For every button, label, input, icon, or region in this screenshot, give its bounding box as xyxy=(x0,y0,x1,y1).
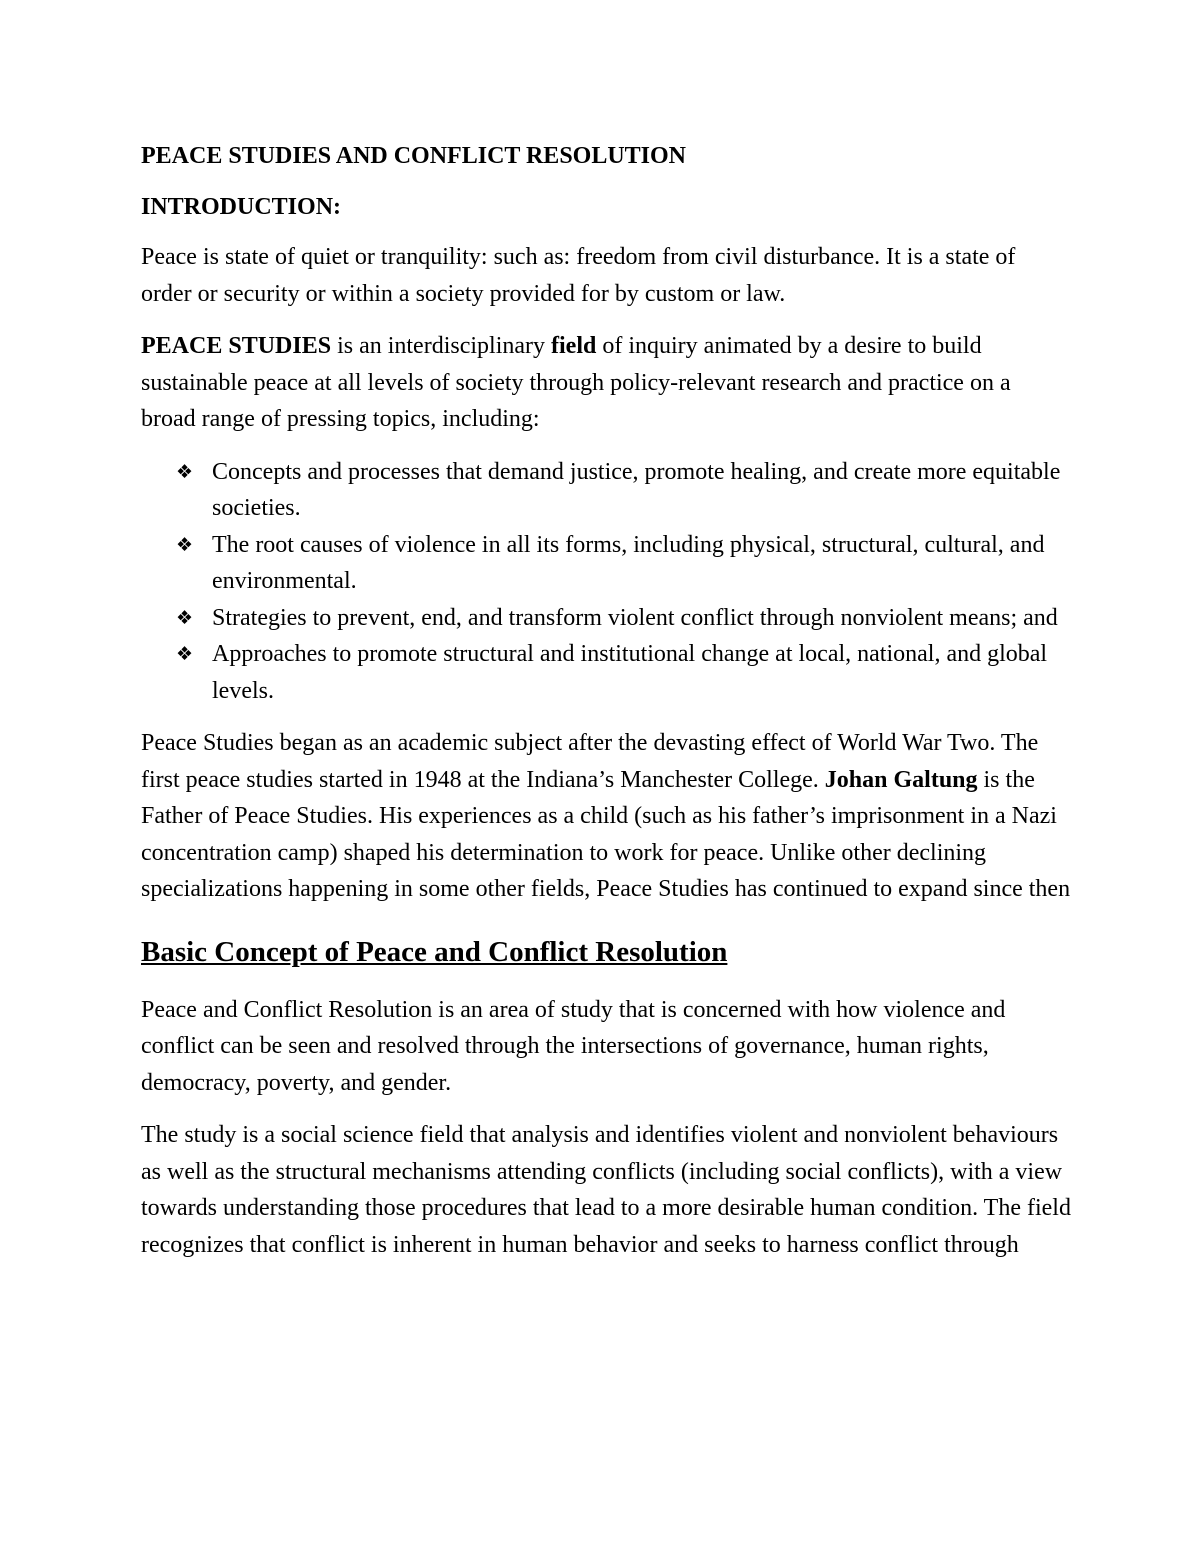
diamond-bullet-icon: ❖ xyxy=(176,533,194,556)
section-heading: Basic Concept of Peace and Conflict Resolution xyxy=(141,935,728,968)
field-term: field xyxy=(551,333,597,359)
paragraph-text: is an interdisciplinary xyxy=(331,333,552,359)
topics-list xyxy=(141,454,1071,710)
list-item-text: The root causes of violence in all its forms, including physical, structural, cultural, and environmental. xyxy=(212,531,1045,594)
paragraph-text: Peace Studies began as an academic subject after the devasting effect of World War Two. The first peace studies started in 1948 at the Indiana’s Manchester College. xyxy=(141,730,1039,793)
diamond-bullet-icon: ❖ xyxy=(176,460,194,483)
paragraph-text: is the Father of Peace Studies. His experiences as a child (such as his father’s imprisonment in a Nazi concentration camp) shaped his determination to work for peace. Unlike other declining specializations happening in some other fields, Peace Studies has continued to expand since then xyxy=(141,766,1071,902)
paragraph-social-science: The study is a social science field that analysis and identifies violent and nonviolent behaviours as well as the structural mechanisms attending conflicts (including social conflicts), with a view towards understanding those procedures that lead to a more desirable human condition. The field recognizes that conflict is inherent in human behavior and seeks to harness conflict through xyxy=(141,1122,1071,1258)
paragraph-definition-pcr: Peace and Conflict Resolution is an area of study that is concerned with how violence and conflict can be seen and resolved through the intersections of governance, human rights, democracy, poverty, and gender. xyxy=(141,996,1006,1096)
list-item xyxy=(141,454,1071,527)
document-page xyxy=(141,138,1071,1279)
list-item-text: Approaches to promote structural and institutional change at local, national, and global levels. xyxy=(212,641,1048,704)
diamond-bullet-icon: ❖ xyxy=(176,606,194,629)
paragraph-peace-definition: Peace is state of quiet or tranquility: such as: freedom from civil disturbance. It is a state of order or security or within a society provided for by custom or law. xyxy=(141,244,1016,307)
list-item-text: Strategies to prevent, end, and transform violent conflict through nonviolent means; and xyxy=(212,604,1058,631)
introduction-heading: INTRODUCTION: xyxy=(141,193,342,220)
list-item xyxy=(141,527,1071,600)
document-title: PEACE STUDIES AND CONFLICT RESOLUTION xyxy=(141,143,687,169)
list-item-text: Concepts and processes that demand justice, promote healing, and create more equitable societies. xyxy=(212,458,1061,521)
paragraph-peace-studies xyxy=(141,328,1071,438)
peace-studies-term: PEACE STUDIES xyxy=(141,333,332,359)
galtung-name: Johan Galtung xyxy=(824,766,978,793)
list-item xyxy=(141,636,1071,709)
list-item xyxy=(141,600,1071,637)
diamond-bullet-icon: ❖ xyxy=(176,643,194,665)
paragraph-text: of inquiry animated by a desire to build sustainable peace at all levels of society through policy-relevant research and practice on a broad range of pressing topics, including: xyxy=(141,333,1011,432)
paragraph-history xyxy=(141,725,1071,908)
